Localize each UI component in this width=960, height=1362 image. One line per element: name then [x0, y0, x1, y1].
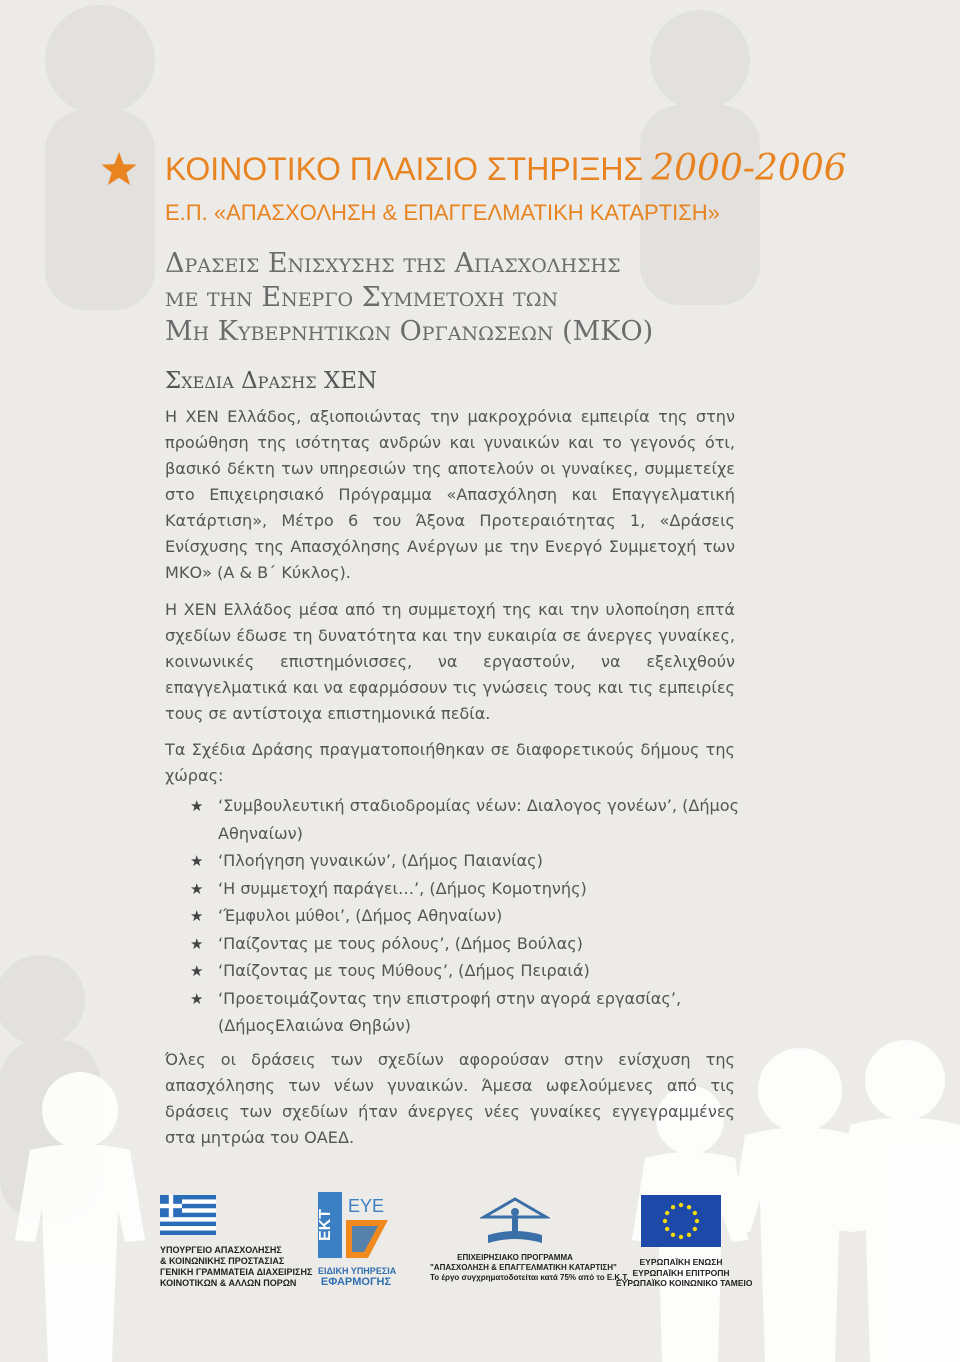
list-item	[190, 985, 750, 1040]
eu-star-icon	[671, 1233, 675, 1237]
eu-flag-icon	[641, 1195, 721, 1247]
star-bullet-icon: ★	[190, 962, 204, 980]
logo-caption-line: Το έργο συγχρηματοδοτείται κατά 75% από το Ε.Κ.Τ.	[430, 1273, 629, 1282]
plan-text: ‘Παίζοντας με τους ρόλους’, (Δήμος Βούλας)	[218, 933, 583, 953]
greek-flag-icon	[160, 1195, 216, 1235]
program-emblem-icon	[480, 1195, 550, 1247]
eye-mark-text: ΕΥΕ	[347, 1196, 385, 1216]
eu-star-icon	[679, 1235, 683, 1239]
logo-caption-line: ΕΥΡΩΠΑΪΚΟ ΚΟΙΝΩΝΙΚΟ ΤΑΜΕΙΟ	[616, 1278, 753, 1288]
list-item	[190, 792, 750, 847]
logo-caption-line: "ΑΠΑΣΧΟΛΗΣΗ & ΕΠΑΓΓΕΛΜΑΤΙΚΗ ΚΑΤΑΡΤΙΣΗ"	[430, 1263, 617, 1272]
eu-star-icon	[665, 1211, 669, 1215]
logo-caption-line: ΓΕΝΙΚΗ ΓΡΑΜΜΑΤΕΙΑ ΔΙΑΧΕΙΡΙΣΗΣ	[160, 1267, 313, 1277]
plan-text: ‘Η συμμετοχή παράγει…’, (Δήμος Κομοτηνής)	[218, 878, 587, 898]
eu-star-icon	[695, 1219, 699, 1223]
action-plans-list	[190, 792, 750, 1040]
program-framework-title: ΚΟΙΝΟΤΙΚΟ ΠΛΑΙΣΙΟ ΣΤΗΡΙΞΗΣ	[165, 151, 644, 187]
eu-star-icon	[671, 1205, 675, 1209]
list-item	[190, 957, 750, 985]
plan-text: ‘Πλοήγηση γυναικών’, (Δήμος Παιανίας)	[218, 851, 543, 870]
eu-star-icon	[663, 1219, 667, 1223]
eu-star-icon	[665, 1227, 669, 1231]
page-header-title	[165, 148, 847, 189]
eu-logo	[616, 1195, 753, 1289]
star-bullet-icon: ★	[190, 907, 204, 925]
section-heading: Σχεδια Δρασης ΧΕΝ	[165, 368, 378, 394]
star-bullet-icon: ★	[190, 989, 204, 1008]
eu-star-icon	[679, 1203, 683, 1207]
logo-caption-line: ΥΠΟΥΡΓΕΙΟ ΑΠΑΣΧΟΛΗΣΗΣ	[160, 1245, 282, 1255]
list-item	[190, 930, 750, 958]
ekt-eye-mark-icon	[318, 1192, 390, 1258]
title-line: με την Ενεργο Συμμετοχη των	[165, 282, 559, 313]
ekt-mark-text: ΕΚΤ	[318, 1209, 334, 1241]
participation-paragraph: Η ΧΕΝ Ελλάδος μέσα από τη συμμετοχή της και την υλοποίηση επτά σχεδίων έδωσε τη δυνατότητα και την ευκαιρία σε άνεργες γυναίκες, κοινωνικές επιστημόνισσες, να εργαστούν, να εξελιχθούν επαγγελματικά και να εφαρμόσουν τις γνώσεις τους και τις εμπειρίες τους σε αντίστοιχα επιστημονικά πεδία.	[165, 600, 735, 723]
logo-caption-line: ΕΦΑΡΜΟΓΗΣ	[320, 1276, 392, 1288]
title-line: Δρασεις Ενισχυσης της Απασχολησης	[165, 248, 621, 279]
logo-caption-line: ΕΠΙΧΕΙΡΗΣΙΑΚΟ ΠΡΟΓΡΑΜΜΑ	[457, 1253, 573, 1262]
plan-text: ‘Παίζοντας με τους Μύθους’, (Δήμος Πειραιά)	[218, 961, 590, 980]
plan-text: ‘Συμβουλευτική σταδιοδρομίας νέων: Διαλογος γονέων’, (Δήμος Αθηναίων)	[218, 796, 740, 843]
intro-paragraph: Η ΧΕΝ Ελλάδος, αξιοποιώντας την μακροχρόνια εμπειρία της στην προώθηση της ισότητας ανδρών και γυναικών και το γεγονός ότι, βασικό δέκτη των υπηρεσιών της αποτελούν οι γυναίκες, συμμετείχε στο Επιχειρησιακό Πρόγραμμα «Απασχόληση και Επαγγελματική Κατάρτιση», Μέτρο 6 του Άξονα Προτεραιότητας 1, «Δράσεις Ενίσχυσης της Απασχόλησης Ανέργων με την Ενεργό Συμμετοχή των ΜΚΟ» (Α & Β΄ Κύκλος).	[165, 407, 735, 582]
logo-caption-line: & ΚΟΙΝΩΝΙΚΗΣ ΠΡΟΣΤΑΣΙΑΣ	[160, 1256, 285, 1266]
star-bullet-icon: ★	[190, 797, 204, 815]
program-years: 2000-2006	[651, 148, 847, 189]
star-bullet-icon: ★	[190, 879, 204, 898]
list-item	[190, 902, 750, 930]
greek-ministry-logo	[160, 1195, 312, 1289]
logo-caption-line: ΚΟΙΝΟΤΙΚΩΝ & ΑΛΛΩΝ ΠΟΡΩΝ	[160, 1278, 297, 1288]
list-item	[190, 847, 750, 875]
plan-text: ‘Προετοιμάζοντας την επιστροφή στην αγορά εργασίας’, (ΔήμοςΕλαιώνα Θηβών)	[218, 988, 682, 1035]
operational-program-logo	[430, 1195, 629, 1283]
eu-star-icon	[693, 1211, 697, 1215]
plans-intro-paragraph: Τα Σχέδια Δράσης πραγματοποιήθηκαν σε διαφορετικούς δήμους της χώρας:	[165, 740, 735, 785]
operational-program-subtitle: Ε.Π. «ΑΠΑΣΧΟΛΗΣΗ & ΕΠΑΓΓΕΛΜΑΤΙΚΗ ΚΑΤΑΡΤΙΣΗ»	[165, 200, 720, 225]
logo-caption-line: ΕΙΔΙΚΗ ΥΠΗΡΕΣΙΑ	[318, 1266, 397, 1276]
plan-text: ‘Έμφυλοι μύθοι’, (Δήμος Αθηναίων)	[218, 906, 503, 925]
title-line: Μη Κυβερνητικων Οργανωσεων (ΜΚΟ)	[165, 316, 654, 347]
eu-star-icon	[687, 1233, 691, 1237]
star-bullet-icon: ★	[190, 852, 204, 870]
logo-caption-line: ΕΥΡΩΠΑΪΚΗ ΕΠΙΤΡΟΠΗ	[632, 1267, 730, 1278]
eu-star-icon	[693, 1227, 697, 1231]
star-icon	[100, 150, 138, 188]
document-title	[165, 247, 785, 349]
star-bullet-icon: ★	[190, 934, 204, 953]
list-item	[190, 875, 750, 903]
conclusion-paragraph: Όλες οι δράσεις των σχεδίων αφορούσαν στην ενίσχυση της απασχόλησης των νέων γυναικών. Άμεσα ωφελούμενες από τις δράσεις των σχεδίων ήταν άνεργες νέες γυναίκες εγγεγραμμένες στα μητρώα του ΟΑΕΔ.	[165, 1050, 735, 1147]
eu-star-icon	[687, 1205, 691, 1209]
ekt-eye-logo	[318, 1192, 397, 1288]
logo-caption-line: ΕΥΡΩΠΑΪΚΗ ΕΝΩΣΗ	[639, 1257, 723, 1267]
